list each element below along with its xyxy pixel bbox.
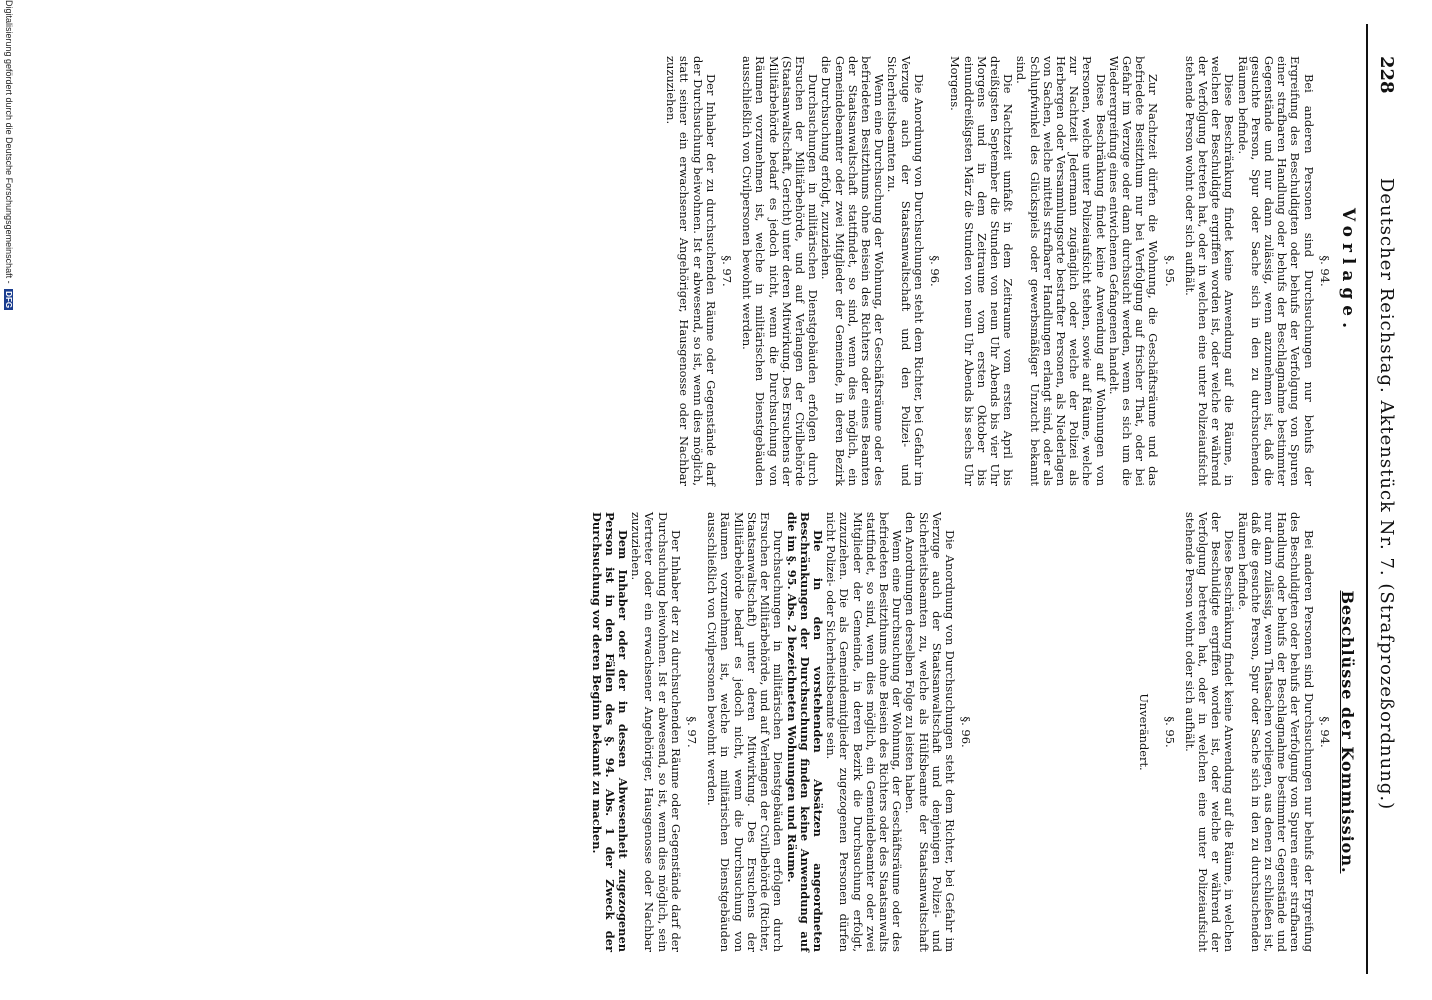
paragraph: Die Anordnung von Durchsuchungen steht dem Richter, bei Gefahr im Verzuge auch der Staatsanwaltschaft und den Polizei- und Sicherheitsbeamten zu. [885, 56, 926, 486]
paragraph: Die Nachtzeit umfaßt in dem Zeitraume vom ersten April bis dreißigsten September die Stunden von neun Uhr Abends bis vier Uhr Morgens und in dem Zeitraume vom ersten Oktober bis einunddreißigsten März die Stunden von neun Uhr Abends bis sechs Uhr Morgens. [948, 56, 1016, 486]
paragraph: Die Anordnung von Durchsuchungen steht dem Richter, bei Gefahr im Verzuge auch der Staatsanwaltschaft und denjenigen Polizei- und Sicherheitsbeamten zu, welche als Hülfsbeamte der Staatsanwaltschaft den Anordnungen derselben Folge zu leisten haben. [903, 512, 957, 952]
paragraph: Wenn eine Durchsuchung der Wohnung, der Geschäftsräume oder des befriedeten Besitzthums ohne Beisein des Richters oder eines Beamten der Staatsanwaltschaft stattfindet, so sind, wenn dies möglich, ein Gemeindebeamter oder zwei Mitglieder der Gemeinde, in deren Bezirk die Durchsuchung erfolgt, zuzuziehen. [819, 56, 887, 486]
paragraph: Der Inhaber der zu durchsuchenden Räume oder Gegenstände darf der Durchsuchung beiwohnen. Ist er abwesend, so ist, wenn dies möglich, statt seiner ein erwachsener Angehöriger, Hausgenosse oder Nachbar zuzuziehen. [664, 56, 718, 486]
page-header [1367, 28, 1397, 960]
paragraph: Diese Beschränkung findet keine Anwendung auf Wohnungen von Personen, welche unter Polizeiaufsicht stehen, sowie auf Räume, welche zur Nachtzeit Jedermann zugänglich oder welche der Polizei als Herbergen oder Versammlungsorte bestrafter Personen, als Niederlagen von Sachen, welche mittels strafbarer Handlungen erlangt sind, oder als Schlupfwinkel des Glückspiels oder gewerbsmäßiger Unzucht bekannt sind. [1014, 56, 1108, 486]
column-heading-kommission: Beschlüsse der Kommission. [1338, 590, 1357, 874]
paragraph: Diese Beschränkung findet keine Anwendung auf die Räume, in welchen der Beschuldigte ergriffen worden ist, oder welche er während der Verfolgung betreten hat, oder in welchen eine unter Polizeiaufsicht stehende Person wohnt oder sich aufhält. [1182, 56, 1237, 486]
page-title: Deutscher Reichstag. Aktenstück Nr. 7. (Strafprozeßordnung.) [1376, 177, 1397, 811]
unchanged-note: Unverändert. [1137, 693, 1152, 771]
section-96-heading: §. 96. [959, 716, 974, 748]
column-vorlage [664, 56, 1362, 486]
header-rule [1366, 24, 1368, 974]
paragraph: Bei anderen Personen sind Durchsuchungen nur behufs der Ergreifung des Beschuldigten oder behufs der Verfolgung von Spuren einer strafbaren Handlung oder behufs der Beschlagnahme bestimmter Gegenstände und nur dann zulässig, wenn anzunehmen ist, daß die gesuchte Person, Spur oder Sache sich in den zu durchsuchenden Räumen befinde. [1235, 56, 1316, 486]
column-kommission [589, 512, 1362, 952]
paragraph: Wenn eine Durchsuchung der Wohnung, der Geschäftsräume oder des befriedeten Besitzthums ohne Beisein des Richters oder des Staatsanwalts stattfindet, so sind, wenn dies möglich, ein Gemeindebeamter oder zwei Mitglieder der Gemeinde, in deren Bezirk die Durchsuchung erfolgt, zuzuziehen. Die als Gemeindemitglieder zugezogenen Personen dürfen nicht Polizei- oder Sicherheitsbeamte sein. [824, 512, 905, 952]
dfg-logo: DFG [4, 291, 13, 309]
blank-space [979, 512, 1129, 952]
paragraph: Durchsuchungen in militärischen Dienstgebäuden erfolgen durch Ersuchen der Militärbehörde, und auf Verlangen der Civilbehörde (Staatsanwaltschaft, Gericht) unter deren Mitwirkung. Des Ersuchens der Militärbehörde bedarf es jedoch nicht, wenn die Durchsuchung von Räumen vorzunehmen ist, welche in militärischen Dienstgebäuden ausschließlich von Civilpersonen bewohnt werden. [740, 56, 821, 486]
section-97-heading: §. 97. [685, 716, 700, 748]
paragraph-emphasis: Dem Inhaber oder der in dessen Abwesenheit zugezogenen Person ist in den Fällen des §. 94. Abs. 1 der Zweck der Durchsuchung vor deren Beginn bekannt zu machen. [589, 512, 631, 952]
section-94-heading: §. 94. [1317, 716, 1332, 748]
column-heading-vorlage: Vorlage. [1338, 207, 1358, 335]
footer-text: Digitalisierung gefördert durch die Deutsche Forschungsgemeinschaft - [4, 0, 14, 284]
paragraph: Durchsuchungen in militärischen Dienstgebäuden erfolgen durch Ersuchen der Militärbehörde, und auf Verlangen der Civilbehörde (Richter, Staatsanwaltschaft) unter deren Mitwirkung. Des Ersuchens der Militärbehörde bedarf es jedoch nicht, wenn die Durchsuchung von Räumen vorzunehmen ist, welche in militärischen Dienstgebäuden ausschließlich von Civilpersonen bewohnt werden. [705, 512, 786, 952]
section-96-heading: §. 96. [928, 255, 943, 287]
paragraph: Zur Nachtzeit dürfen die Wohnung, die Geschäftsräume und das befriedete Besitzthum nur bei Verfolgung auf frischer That, oder bei Gefahr im Verzuge oder dann durchsucht werden, wenn es sich um die Wiederergreifung eines entwichenen Gefangenen handelt. [1106, 56, 1161, 486]
section-97-heading: §. 97. [720, 255, 735, 287]
section-95-heading: §. 95. [1162, 255, 1177, 287]
section-95-heading: §. 95. [1162, 716, 1177, 748]
paragraph: Bei anderen Personen sind Durchsuchungen nur behufs der Ergreifung des Beschuldigten oder behufs der Verfolgung von Spuren einer strafbaren Handlung oder behufs der Beschlagnahme bestimmter Gegenstände und nur dann zulässig, wenn Thatsachen vorliegen, aus denen zu schließen ist, daß die gesuchte Person, Spur oder Sache sich in den zu durchsuchenden Räumen befinde. [1235, 512, 1316, 952]
paragraph-emphasis: Die in den vorstehenden Absätzen angeordneten Beschränkungen der Durchsuchung finden keine Anwendung auf die im §. 95. Abs. 2 bezeichneten Wohnungen und Räume. [784, 512, 825, 952]
paragraph: Diese Beschränkung findet keine Anwendung auf die Räume, in welchen der Beschuldigte ergriffen worden ist, oder welche er während der Verfolgung betreten hat, oder in welchen eine unter Polizeiaufsicht stehende Person wohnt oder sich aufhält. [1182, 512, 1237, 952]
digitization-footer [0, 0, 14, 986]
page-number: 228 [1376, 56, 1397, 94]
paragraph: Der Inhaber der zu durchsuchenden Räume oder Gegenstände darf der Durchsuchung beiwohnen. Ist er abwesend, so ist, wenn dies möglich, sein Vertreter oder ein erwachsener Angehöriger, Hausgenosse oder Nachbar zuzuziehen. [629, 512, 683, 952]
section-94-heading: §. 94. [1317, 255, 1332, 287]
